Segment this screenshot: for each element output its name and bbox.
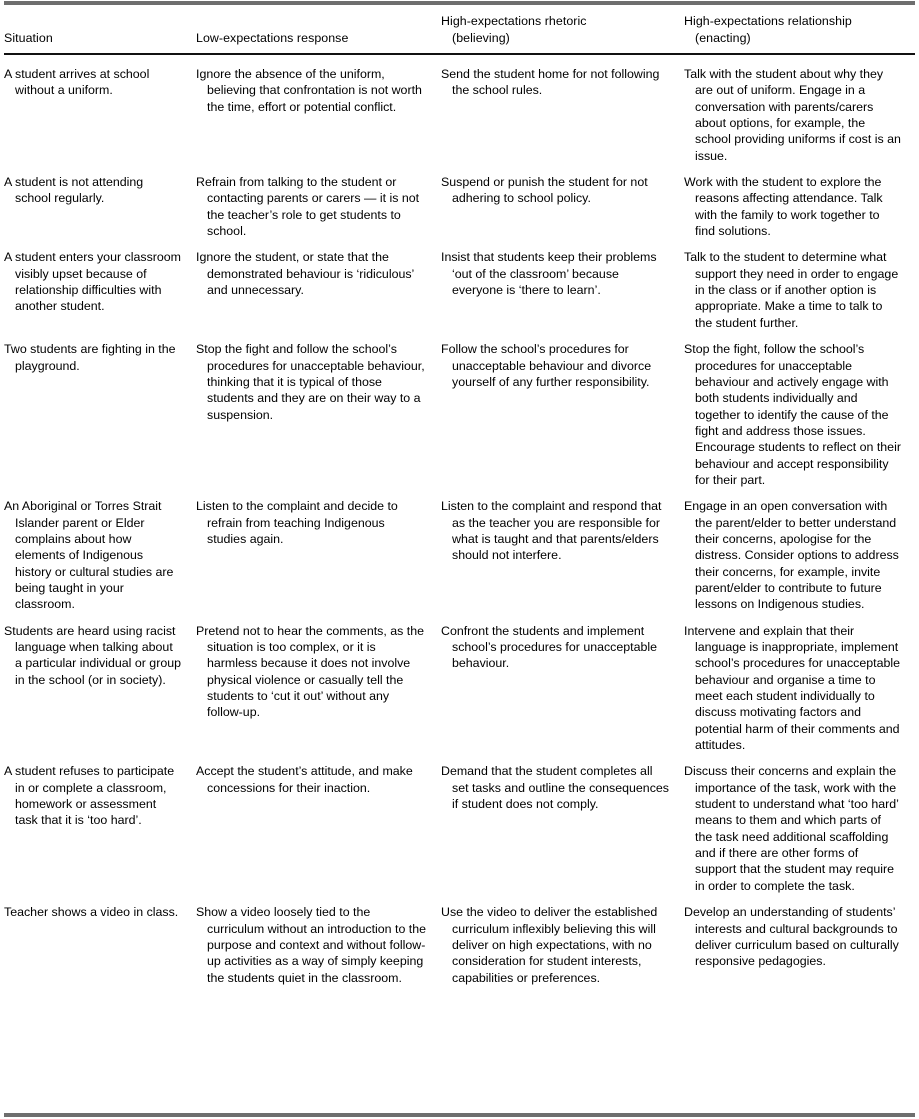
table-row <box>4 164 915 239</box>
cell-text: Work with the student to explore the reasons affecting attendance. Talk with the family to work together to find solutions. <box>684 175 883 239</box>
table-row <box>4 488 915 612</box>
cell-rhetoric <box>441 894 684 986</box>
cell-text: Two students are fighting in the playground. <box>4 342 176 373</box>
cell-text: Intervene and explain that their language is inappropriate, implement school’s procedures for unacceptable behaviour and organise a time to meet each student individually to discuss motivating factors and potential harm of their comments and attitudes. <box>684 623 901 753</box>
expectations-matrix-table <box>4 5 915 53</box>
cell-text: Refrain from talking to the student or contacting parents or carers — it is not the teacher’s role to get students to school. <box>196 175 420 239</box>
cell-low-expectations <box>196 239 441 331</box>
column-header-rhetoric-line2: (believing) <box>452 30 510 45</box>
cell-situation <box>4 894 196 986</box>
cell-text: A student arrives at school without a uniform. <box>4 67 150 98</box>
cell-text: Use the video to deliver the established curriculum inflexibly believing this will deliver on high expectations, with no consideration for student interests, capabilities or preferences. <box>441 905 658 985</box>
column-header-rhetoric-line1: High-expectations rhetoric <box>441 14 587 29</box>
cell-text: A student refuses to participate in or complete a classroom, homework or assessment task that it is ‘too hard’. <box>4 764 175 828</box>
cell-situation <box>4 164 196 239</box>
table-header-row <box>4 5 915 53</box>
cell-text: Talk to the student to determine what support they need in order to engage in the class or if another option is appropriate. Make a time to talk to the student further. <box>684 250 899 330</box>
column-header-relationship-line2: (enacting) <box>695 30 751 45</box>
cell-text: Pretend not to hear the comments, as the situation is too complex, or it is harmless because it does not involve physical violence or casually tell the students to ‘cut it out’ without any follow-up. <box>196 623 424 720</box>
table-row <box>4 613 915 754</box>
column-header-low-expectations-line1: Low-expectations response <box>196 30 349 45</box>
column-header-rhetoric <box>441 5 684 53</box>
cell-text: Stop the fight and follow the school’s procedures for unacceptable behaviour, thinking that it is typical of those students and they are on their way to a suspension. <box>196 342 425 422</box>
cell-text: Ignore the absence of the uniform, believing that confrontation is not worth the time, effort or potential conflict. <box>196 67 422 114</box>
cell-rhetoric <box>441 164 684 239</box>
cell-rhetoric <box>441 753 684 894</box>
expectations-matrix-body <box>4 55 915 986</box>
cell-text: Discuss their concerns and explain the importance of the task, work with the student to understand what ‘too hard’ means to them and which parts of the task need additional scaffolding and if there are other forms of support that the student may require in order to complete the task. <box>684 764 899 893</box>
cell-text: Talk with the student about why they are out of uniform. Engage in a conversation with parents/carers about options, for example, the school providing uniforms if cost is an issue. <box>684 67 901 163</box>
cell-text: Demand that the student completes all set tasks and outline the consequences if student does not comply. <box>441 764 669 812</box>
cell-text: A student is not attending school regularly. <box>4 175 144 206</box>
table-page <box>0 1 919 1119</box>
column-header-situation <box>4 5 196 53</box>
column-header-low-expectations <box>196 5 441 53</box>
cell-text: Students are heard using racist language when talking about a particular individual or group in the school (or in society). <box>4 623 181 687</box>
cell-low-expectations <box>196 613 441 754</box>
cell-rhetoric <box>441 331 684 488</box>
cell-text: A student enters your classroom visibly upset because of relationship difficulties with another student. <box>4 250 181 314</box>
cell-text: An Aboriginal or Torres Strait Islander parent or Elder complains about how elements of Indigenous history or cultural studies are being taught in your classroom. <box>4 499 174 612</box>
cell-relationship <box>684 331 915 488</box>
cell-low-expectations <box>196 164 441 239</box>
table-body <box>4 55 915 986</box>
cell-situation <box>4 331 196 488</box>
column-header-relationship <box>684 5 915 53</box>
cell-relationship <box>684 894 915 986</box>
cell-low-expectations <box>196 55 441 164</box>
table-header <box>4 5 915 53</box>
cell-low-expectations <box>196 331 441 488</box>
cell-relationship <box>684 55 915 164</box>
table-row <box>4 894 915 986</box>
cell-relationship <box>684 488 915 612</box>
cell-text: Engage in an open conversation with the parent/elder to better understand their concerns, apologise for the distress. Consider options to address their concerns, for example, invite parent/elder to contribute to future lessons on Indigenous studies. <box>684 499 899 612</box>
cell-relationship <box>684 613 915 754</box>
cell-rhetoric <box>441 613 684 754</box>
table-row <box>4 331 915 488</box>
cell-low-expectations <box>196 488 441 612</box>
cell-text: Listen to the complaint and respond that as the teacher you are responsible for what is taught and that parents/elders should not interfere. <box>441 499 662 563</box>
cell-text: Listen to the complaint and decide to refrain from teaching Indigenous studies again. <box>196 499 398 546</box>
cell-text: Follow the school’s procedures for unacceptable behaviour and divorce yourself of any further responsibility. <box>441 342 652 389</box>
cell-text: Develop an understanding of students’ interests and cultural backgrounds to deliver curriculum based on culturally responsive pedagogies. <box>684 905 899 969</box>
cell-rhetoric <box>441 239 684 331</box>
table-row <box>4 239 915 331</box>
cell-relationship <box>684 753 915 894</box>
cell-low-expectations <box>196 753 441 894</box>
cell-situation <box>4 753 196 894</box>
table-bottom-rule <box>4 1113 915 1117</box>
table-row <box>4 753 915 894</box>
cell-situation <box>4 55 196 164</box>
cell-text: Insist that students keep their problems ‘out of the classroom’ because everyone is ‘there to learn’. <box>441 250 657 298</box>
cell-text: Stop the fight, follow the school’s procedures for unacceptable behaviour and actively engage with both students individually and together to identify the cause of the fight and address those issues. Encourage students to reflect on their behaviour and accept responsibility for their part. <box>684 342 901 487</box>
cell-relationship <box>684 239 915 331</box>
column-header-situation-line1: Situation <box>4 30 53 45</box>
cell-situation <box>4 613 196 754</box>
cell-text: Teacher shows a video in class. <box>4 905 179 920</box>
cell-situation <box>4 488 196 612</box>
cell-rhetoric <box>441 488 684 612</box>
cell-text: Send the student home for not following the school rules. <box>441 67 660 98</box>
cell-low-expectations <box>196 894 441 986</box>
cell-rhetoric <box>441 55 684 164</box>
cell-text: Ignore the student, or state that the demonstrated behaviour is ‘ridiculous’ and unnecessary. <box>196 250 414 298</box>
cell-text: Confront the students and implement school’s procedures for unacceptable behaviour. <box>441 623 658 671</box>
column-header-relationship-line1: High-expectations relationship <box>684 14 852 29</box>
cell-text: Show a video loosely tied to the curriculum without an introduction to the purpose and context and without follow-up activities as a way of simply keeping the students quiet in the classroom. <box>196 905 427 985</box>
cell-text: Suspend or punish the student for not adhering to school policy. <box>441 175 648 206</box>
cell-relationship <box>684 164 915 239</box>
cell-situation <box>4 239 196 331</box>
table-row <box>4 55 915 164</box>
cell-text: Accept the student’s attitude, and make concessions for their inaction. <box>196 764 413 795</box>
